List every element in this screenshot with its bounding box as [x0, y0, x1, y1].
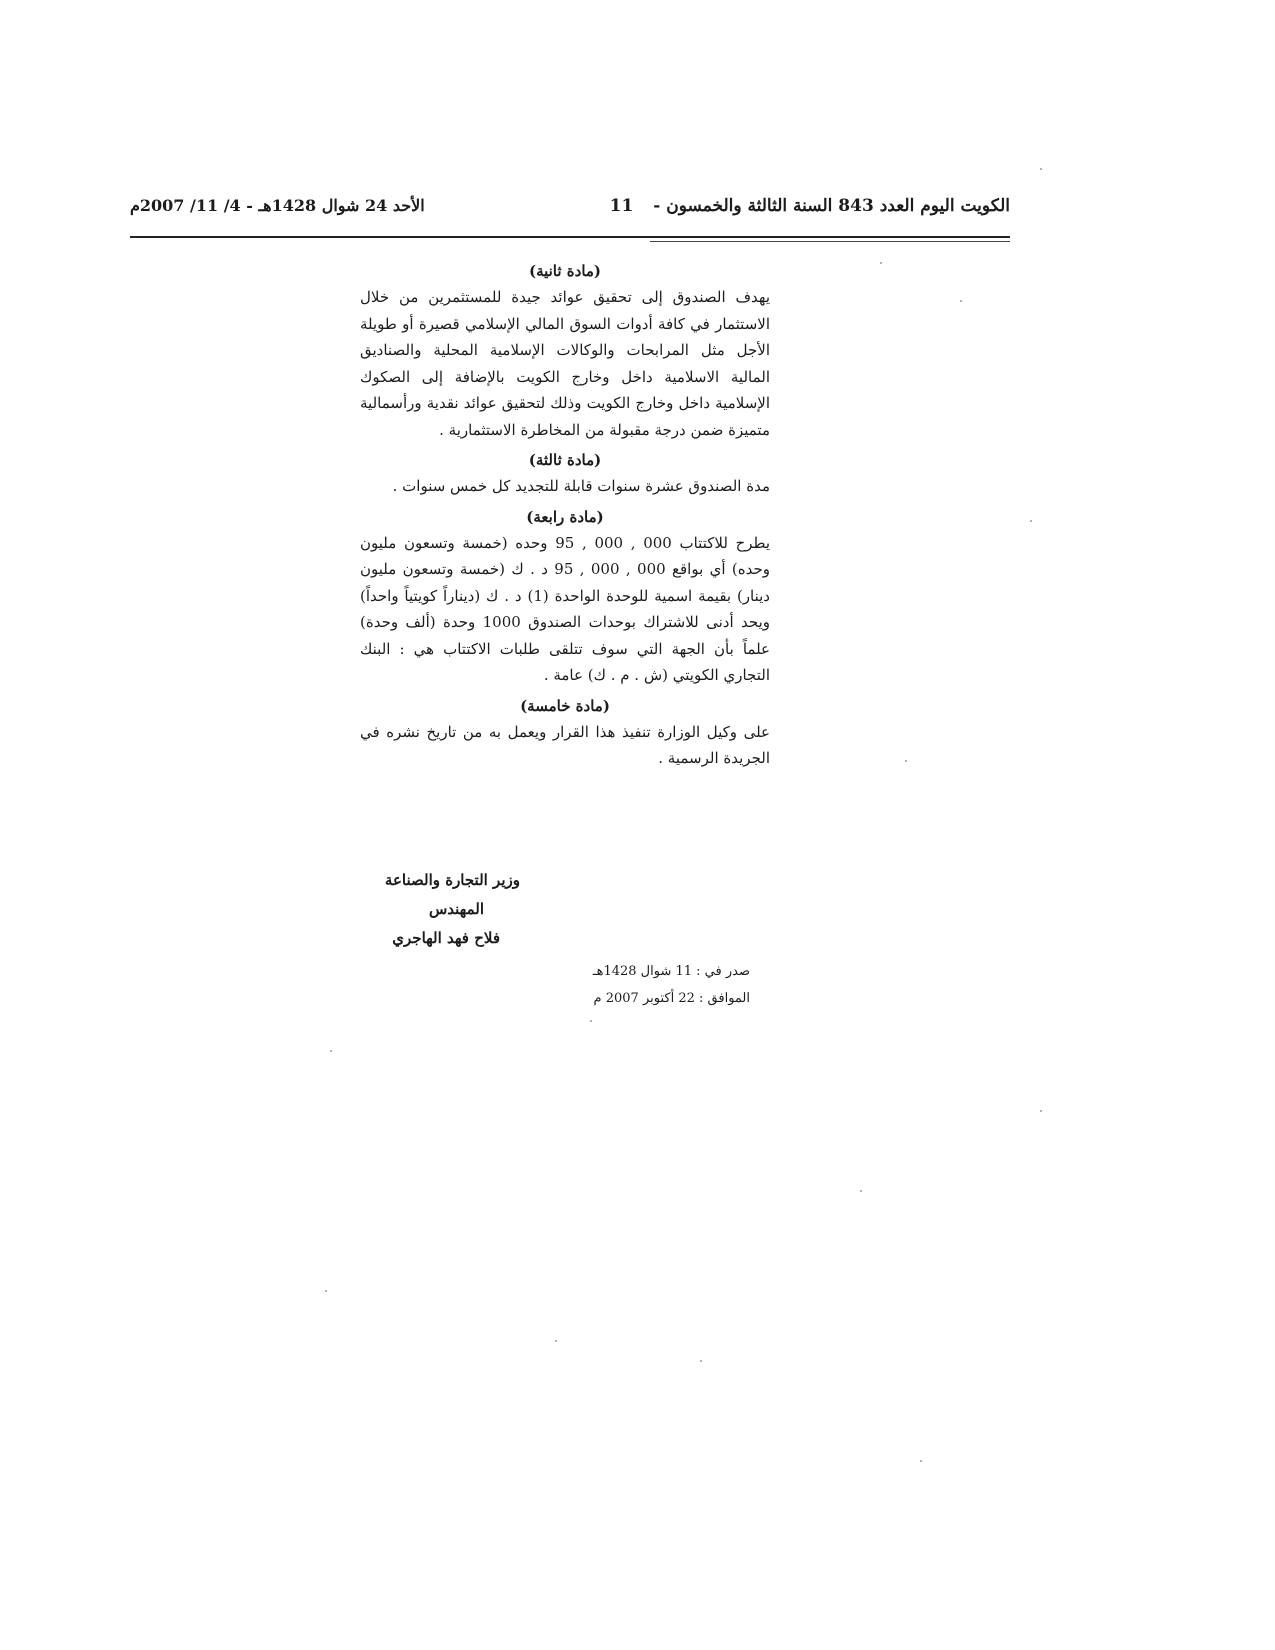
article-third — [360, 447, 770, 500]
article-text: مدة الصندوق عشرة سنوات قابلة للتجديد كل خمس سنوات . — [392, 477, 770, 495]
article-text: يهدف الصندوق إلى تحقيق عوائد جيدة للمستثمرين من خلال الاستثمار في كافة أدوات السوق المالي الإسلامي قصيرة أو طويلة الأجل مثل المرابحات والوكالات الإسلامية المحلية والصناديق المالية الاسلامية داخل وخارج الكويت بالإضافة إلى الصكوك الإسلامية داخل وخارج الكويت وذلك لتحقيق عوائد نقدية ورأسمالية متميزة ضمن درجة مقبولة من المخاطرة الاستثمارية . — [360, 288, 770, 439]
header-publication-line — [610, 196, 1010, 216]
scan-speck — [330, 1050, 332, 1052]
document-body — [360, 258, 770, 776]
scan-speck — [555, 1340, 557, 1342]
signatory-position: وزير التجارة والصناعة — [384, 871, 520, 889]
article-title: (مادة ثالثة) — [528, 451, 602, 469]
scan-speck — [1040, 168, 1042, 170]
scan-speck — [860, 1190, 862, 1192]
article-title: (مادة رابعة) — [526, 507, 604, 526]
article-text: يطرح للاكتتاب 000 , 000 , 95 وحده (خمسة وتسعون مليون وحده) أي بواقع 000 , 000 , 95 د . ك (خمسة وتسعون مليون دينار) بقيمة اسمية للوحدة الواحدة (1) د . ك (ديناراً كويتياً واحداً) ويحد أدنى للاشتراك بوحدات الصندوق 1000 وحدة (ألف وحدة) علماً بأن الجهة التي سوف تتلقى طلبات الاكتتاب هي : البنك التجاري الكويتي (ش . م . ك) عامة . — [360, 533, 771, 684]
header-publication: الكويت اليوم العدد 843 السنة الثالثة والخمسون - — [653, 196, 1010, 216]
scan-speck — [700, 1360, 702, 1362]
scan-speck — [960, 300, 962, 302]
header-rule — [130, 236, 1010, 238]
article-fifth — [360, 693, 770, 772]
scan-speck — [920, 1460, 922, 1462]
header-rule-secondary — [650, 241, 1010, 242]
article-fourth — [360, 504, 770, 689]
article-title: (مادة ثانية) — [528, 262, 602, 280]
header-date: الأحد 24 شوال 1428هـ - 4/ 11/ 2007م — [130, 196, 425, 215]
article-text: على وكيل الوزارة تنفيذ هذا القرار ويعمل به من تاريخ نشره في الجريدة الرسمية . — [360, 722, 770, 767]
scan-speck — [590, 1020, 592, 1022]
header-page-number: 11 — [609, 196, 634, 216]
article-title: (مادة خامسة) — [520, 696, 610, 715]
issue-date-gregorian: الموافق : 22 أكتوبر 2007 م — [593, 991, 750, 1006]
scan-speck — [325, 1290, 327, 1292]
scan-speck — [1030, 520, 1032, 522]
signatory-name: فلاح فهد الهاجري — [392, 929, 500, 947]
issue-date-hijri: صدر في : 11 شوال 1428هـ — [592, 964, 750, 979]
scan-speck — [880, 262, 882, 264]
scan-speck — [1040, 1110, 1042, 1112]
scan-speck — [905, 760, 907, 762]
signature-block — [300, 866, 520, 953]
page-header — [130, 196, 1010, 230]
issue-date-block — [560, 958, 750, 1012]
article-second — [360, 258, 770, 443]
signatory-honorific: المهندس — [428, 900, 484, 918]
